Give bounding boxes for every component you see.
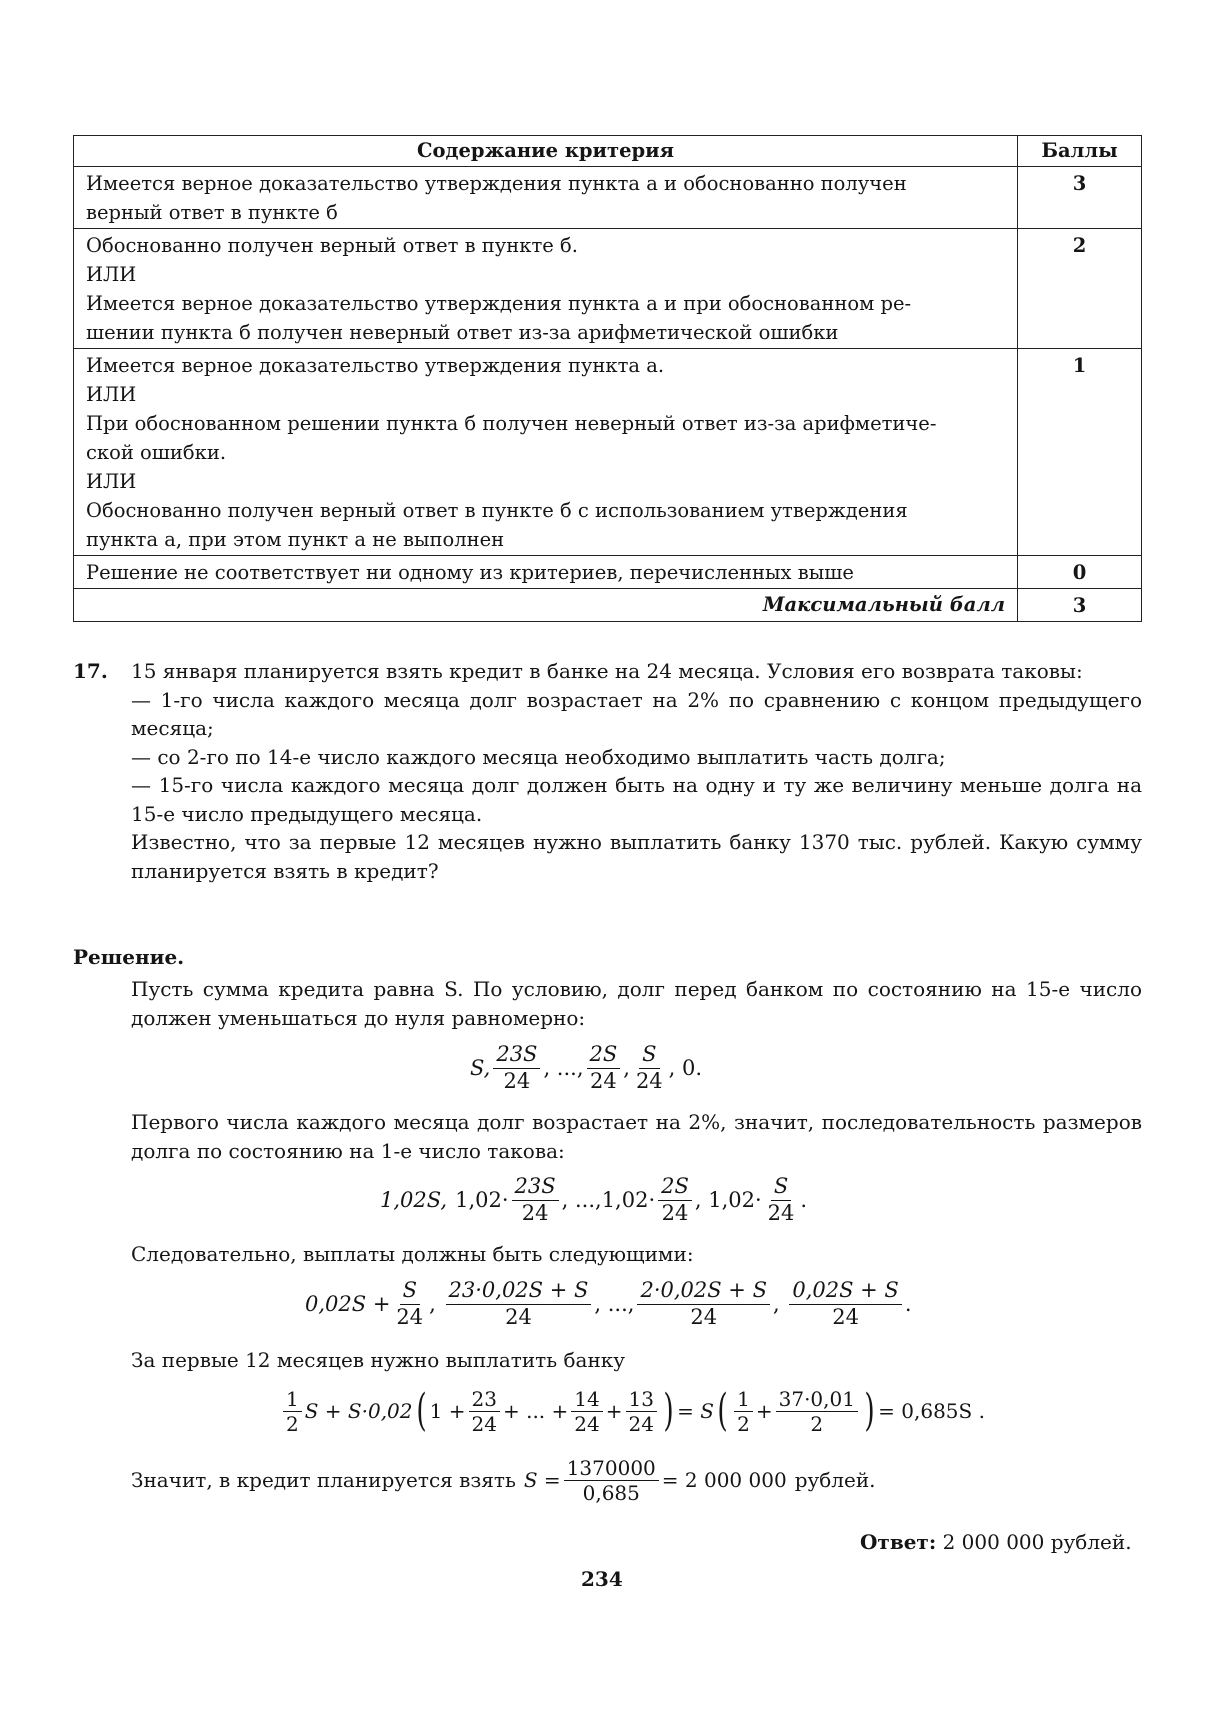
or-separator: ИЛИ [86,263,137,286]
criterion-line: При обоснованном решении пункта б получен неверный ответ из-за арифметиче- [86,412,937,435]
criterion-cell [74,167,1018,229]
solution-paragraph: Первого числа каждого месяца долг возрастает на 2%, значит, последовательность размеров долга по состоянию на 1-е число такова: [131,1110,1142,1163]
points-cell: 1 [1018,349,1142,556]
points-cell: 2 [1018,229,1142,349]
solution-paragraph: Пусть сумма кредита равна S. По условию, долг перед банком по состоянию на 15-е число должен уменьшаться до нуля равномерно: [131,977,1142,1030]
header-points: Баллы [1018,136,1142,167]
problem-number: 17. [73,659,108,683]
table-row [74,167,1142,229]
solution-paragraph: За первые 12 месяцев нужно выплатить банку [131,1348,626,1372]
problem-statement [131,657,1142,885]
criterion-line: шении пункта б получен неверный ответ из-за арифметической ошибки [86,321,839,344]
answer-value: 2 000 000 рублей. [942,1530,1132,1554]
page-number: 234 [581,1567,623,1591]
criterion-line: Имеется верное доказательство утверждения пункта а. [86,354,665,377]
criterion-line: Обоснованно получен верный ответ в пункте б с использованием утверждения [86,499,908,522]
problem-paragraph: — 1-го числа каждого месяца долг возрастает на 2% по сравнению с концом предыдущего месяца; [131,687,1142,740]
solution-heading: Решение. [73,945,185,969]
answer-label: Ответ: [860,1530,937,1554]
criterion-line: Имеется верное доказательство утверждения пункта а и при обоснованном ре- [86,292,912,315]
criterion-line: верный ответ в пункте б [86,201,338,224]
problem-paragraph: Известно, что за первые 12 месяцев нужно выплатить банку 1370 тыс. рублей. Какую сумму планируется взять в кредит? [131,830,1142,883]
max-score-label: Максимальный балл [74,589,1018,622]
criterion-line: ской ошибки. [86,441,227,464]
formula-credit-amount: Значит, в кредит планируется взять S = $\frac{1370000}{0,685}$ = 2 000 000 рублей. [131,1455,876,1505]
criterion-cell [74,229,1018,349]
formula-twelve-month-sum: $\frac{1}{2}$ S + S·0,02 ( 1 + $\frac{23}{24}$ + ... + $\frac{14}{24}$ + $\frac{13}{24}$ ) = S ( $\frac{1}{2}$ + $\frac{37\cdot 0,01}{2}$ ) = 0,685S . [280,1382,985,1440]
criterion-cell [74,349,1018,556]
answer-line [860,1530,1132,1554]
table-row [74,349,1142,556]
problem-paragraph: 15 января планируется взять кредит в банке на 24 месяца. Условия его возврата таковы: [131,659,1083,683]
criteria-table [73,135,1142,622]
max-score-value: 3 [1018,589,1142,622]
or-separator: ИЛИ [86,383,137,406]
points-cell: 0 [1018,556,1142,589]
problem-paragraph: — 15-го числа каждого месяца долг должен быть на одну и ту же величину меньше долга на 15-е число предыдущего месяца. [131,773,1142,826]
or-separator: ИЛИ [86,470,137,493]
problem-17 [73,657,1142,885]
criterion-line: Обоснованно получен верный ответ в пункте б. [86,234,578,257]
table-header-row [74,136,1142,167]
criterion-line: Имеется верное доказательство утверждения пункта а и обоснованно получен [86,172,907,195]
criterion-line: Решение не соответствует ни одному из критериев, перечисленных выше [86,561,854,584]
header-criterion: Содержание критерия [74,136,1018,167]
criterion-cell [74,556,1018,589]
table-max-row [74,589,1142,622]
formula-first-day-debt: 1,02S, 1,02· $\frac{23S}{24}$ , ..., 1,02· $\frac{2S}{24}$ , 1,02· $\frac{S}{24}$ . [380,1174,808,1225]
table-row [74,556,1142,589]
criterion-line: пункта а, при этом пункт а не выполнен [86,528,505,551]
points-cell: 3 [1018,167,1142,229]
table-row [74,229,1142,349]
formula-debt-sequence: S, $\frac{23S}{24}$ , ..., $\frac{2S}{24}$ , $\frac{S}{24}$ , 0. [470,1042,703,1093]
formula-payments: 0,02S + $\frac{S}{24}$ , $\frac{23\cdot 0,02S + S}{24}$ , ..., $\frac{2\cdot 0,02S + S}{24}$ , $\frac{0,02S + S}{24}$ . [305,1278,912,1329]
problem-paragraph: — со 2-го по 14-е число каждого месяца необходимо выплатить часть долга; [131,744,946,769]
solution-paragraph: Следовательно, выплаты должны быть следующими: [131,1242,694,1266]
